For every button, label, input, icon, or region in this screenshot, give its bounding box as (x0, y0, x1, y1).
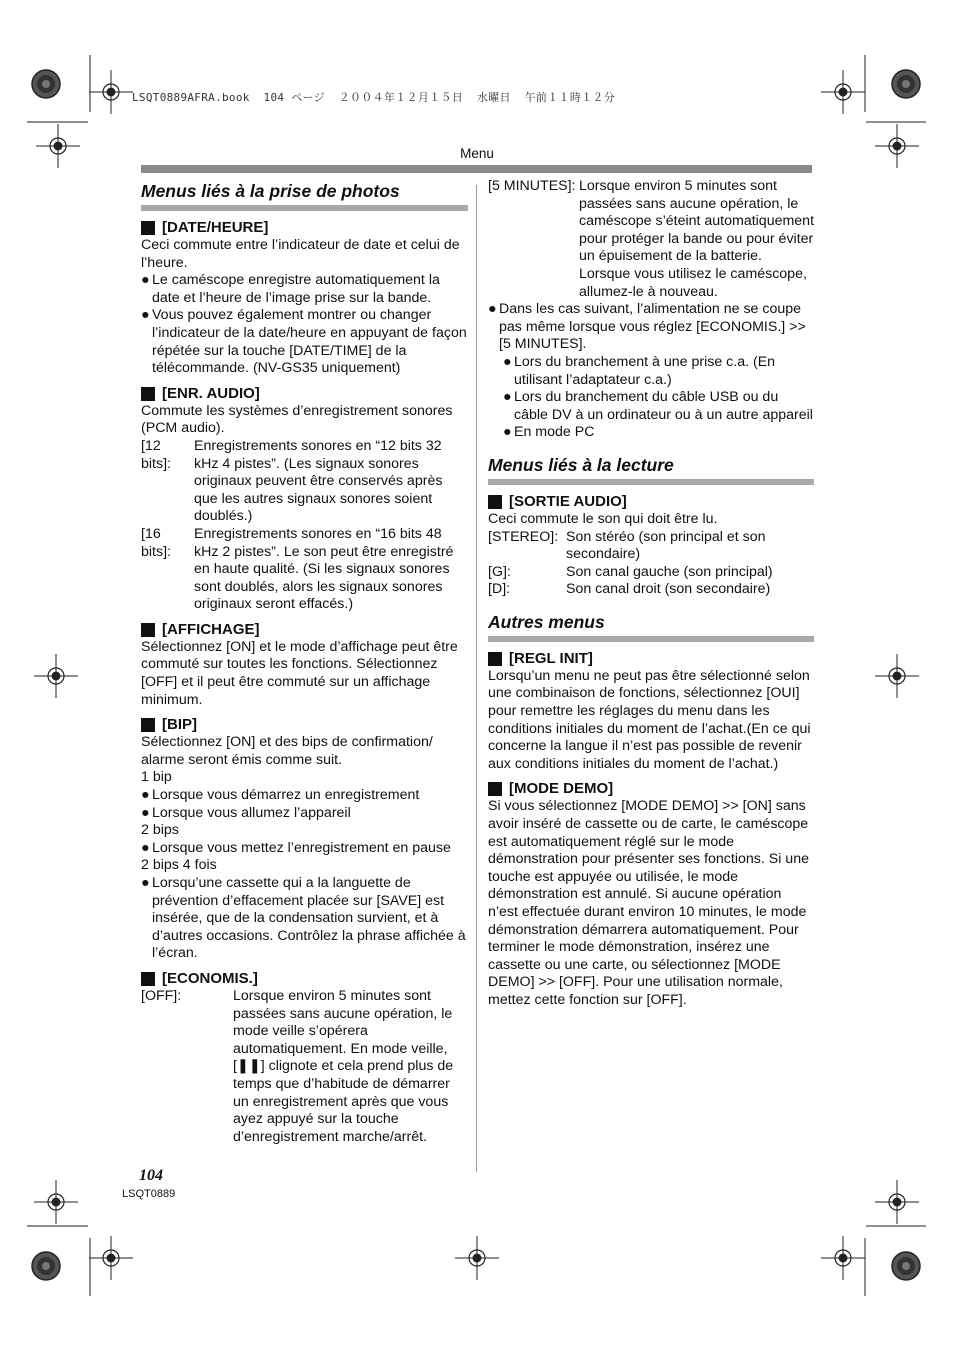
page-number: 104 (139, 1167, 163, 1184)
bullet-icon: ● (141, 787, 150, 804)
list-item: ● Lorsque vous mettez l’enregistrement en pause (141, 839, 451, 856)
square-bullet-icon (141, 718, 155, 732)
heading-sortie-audio: [SORTIE AUDIO] (488, 493, 814, 511)
bullet-icon: ● (503, 353, 512, 370)
section-rule (488, 479, 814, 485)
registration-cross-icon (875, 654, 919, 698)
running-head: Menu (460, 146, 494, 161)
registration-cross-icon (875, 1180, 919, 1224)
top-rule (141, 165, 812, 173)
bullet-icon: ● (503, 424, 512, 441)
list-item: ● Vous pouvez également montrer ou changer l’indicateur de la date/heure en appuyant de façon répétée sur la touche [DATE/TIME] de la télécommande. (NV-GS35 uniquement) (141, 307, 467, 377)
bip-group-label: 2 bips 4 fois (141, 857, 217, 874)
registration-star-icon (892, 1252, 920, 1280)
definition-item: [5 MINUTES]: Lorsque environ 5 minutes sont passées sans aucune opération, le caméscope s’éteint automatiquement pour protéger la bande ou pour éviter un épuisement de la batterie. Lorsque vous utilisez le caméscope, allumez-le à nouveau. (488, 178, 815, 300)
regl-init-text: Lorsqu’un menu ne peut pas être sélectionné selon une combinaison de fonctions, sélectionnez [OUI] pour remettre les réglages du menu dans les conditions initiales du moment de l’achat.(En ce qui concerne la langue il n’est pas possible de revenir aux conditions initiales du moment de l’achat.) (488, 667, 811, 772)
bip-group-label: 2 bips (141, 822, 179, 839)
square-bullet-icon (488, 782, 502, 796)
registration-cross-icon (821, 70, 865, 114)
square-bullet-icon (141, 623, 155, 637)
list-item: ● Lors du branchement à une prise c.a. (En utilisant l’adaptateur c.a.) (503, 353, 776, 388)
registration-cross-icon (455, 1236, 499, 1280)
print-header: LSQT0889AFRA.book 104 ページ ２００４年１２月１５日 水曜日 午前１１時１２分 (132, 91, 616, 104)
bip-group-label: 1 bip (141, 769, 172, 786)
registration-star-icon (892, 70, 920, 98)
model-code: LSQT0889 (122, 1188, 176, 1200)
list-item: ● Dans les cas suivant, l’alimentation ne se coupe pas même lorsque vous réglez [ECONOMIS.] >> [5 MINUTES]. (488, 301, 806, 353)
registration-cross-icon (89, 70, 133, 114)
column-divider (476, 185, 477, 1172)
definition-item: [STEREO]: Son stéréo (son principal et son secondaire) (488, 528, 766, 563)
heading-affichage: [AFFICHAGE] (141, 621, 468, 639)
definition-item: [D]: Son canal droit (son secondaire) (488, 581, 771, 598)
registration-cross-icon (821, 1236, 865, 1280)
heading-regl-init: [REGL INIT] (488, 650, 814, 668)
bullet-icon: ● (503, 389, 512, 406)
registration-star-icon (32, 70, 60, 98)
square-bullet-icon (141, 387, 155, 401)
bullet-icon: ● (141, 839, 150, 856)
bip-intro: Sélectionnez [ON] et des bips de confirmation/ alarme seront émis comme suit. (141, 734, 433, 768)
bullet-icon: ● (141, 804, 150, 821)
definition-item: [G]: Son canal gauche (son principal) (488, 563, 773, 580)
registration-cross-icon (34, 1180, 78, 1224)
bullet-icon: ● (141, 272, 150, 289)
left-column (141, 178, 468, 1146)
enr-audio-intro: Commute les systèmes d’enregistrement sonores (PCM audio). (141, 402, 453, 437)
heading-economis: [ECONOMIS.] (141, 970, 468, 988)
list-item: ● Lorsqu’une cassette qui a la languette de prévention d’effacement placée sur [SAVE] est insérée, que de la condensation survient, et à d’autres occasions. Contrôlez la phrase affichée à l’écran. (141, 875, 466, 962)
right-column (488, 178, 814, 1010)
list-item: ● Lorsque vous allumez l’appareil (141, 804, 351, 821)
section-rule (488, 636, 814, 642)
definition-item: [OFF]: Lorsque environ 5 minutes sont passées sans aucune opération, le mode veille s’opérera automatiquement. En mode veille, [❚❚] clignote et cela prend plus de temps que d’habitude de démarrer un enregistrement après que vous ayez appuyé sur la touche d’enregistrement marche/arrêt. (141, 987, 454, 1145)
definition-item: [16 bits]: Enregistrements sonores en “16 bits 48 kHz 2 pistes”. Le son peut être enregistré en haute qualité. (Si les signaux sonores sont doublés, alors les signaux sonores originaux seront effacés.) (141, 525, 454, 613)
affichage-text: Sélectionnez [ON] et le mode d’affichage peut être commuté sur toutes les fonctions. Sélectionnez [OFF] et il peut être commuté sur un affichage minimum. (141, 638, 458, 708)
square-bullet-icon (141, 972, 155, 986)
square-bullet-icon (488, 495, 502, 509)
section-rule (141, 205, 468, 211)
date-heure-intro: Ceci commute entre l’indicateur de date et celui de l’heure. (141, 237, 460, 271)
heading-enr-audio: [ENR. AUDIO] (141, 385, 468, 403)
section-title-autres: Autres menus (488, 611, 605, 632)
list-item: ● Lors du branchement du câble USB ou du câble DV à un ordinateur ou à un autre appareil (503, 389, 813, 423)
square-bullet-icon (141, 221, 155, 235)
registration-cross-icon (89, 1236, 133, 1280)
bullet-icon: ● (488, 301, 497, 318)
list-item: ● Le caméscope enregistre automatiquement la date et l’heure de l’image prise sur la bande. (141, 272, 440, 306)
section-title-lecture: Menus liés à la lecture (488, 454, 674, 475)
mode-demo-text: Si vous sélectionnez [MODE DEMO] >> [ON] sans avoir inséré de cassette ou de carte, le caméscope est automatiquement réglé sur le mode démonstration pour présenter ses fonctions. Si une touche est appuyée ou utilisée, le mode démonstration est annulé. Si aucune opération n’est effectuée durant environ 10 minutes, le mode démonstration démarrera automatiquement. Pour terminer le mode démonstration, insérez une cassette ou une carte, ou sélectionnez [MODE DEMO] >> [OFF]. Pour une utilisation normale, mettez cette fonction sur [OFF]. (488, 798, 809, 1008)
registration-star-icon (32, 1252, 60, 1280)
definition-item: [12 bits]: Enregistrements sonores en “12 bits 32 kHz 4 pistes”. (Les signaux sonores originaux peuvent être conservés après que les autres signaux sonores soient doublés.) (141, 437, 443, 525)
list-item: ● En mode PC (503, 424, 595, 441)
registration-cross-icon (34, 654, 78, 698)
section-title-photos: Menus liés à la prise de photos (141, 181, 400, 201)
heading-mode-demo: [MODE DEMO] (488, 780, 814, 798)
sortie-audio-intro: Ceci commute le son qui doit être lu. (488, 510, 718, 527)
bullet-icon: ● (141, 875, 150, 891)
square-bullet-icon (488, 652, 502, 666)
heading-bip: [BIP] (141, 716, 468, 734)
list-item: ● Lorsque vous démarrez un enregistrement (141, 787, 420, 804)
bullet-icon: ● (141, 307, 150, 324)
heading-date-heure: [DATE/HEURE] (141, 219, 468, 237)
